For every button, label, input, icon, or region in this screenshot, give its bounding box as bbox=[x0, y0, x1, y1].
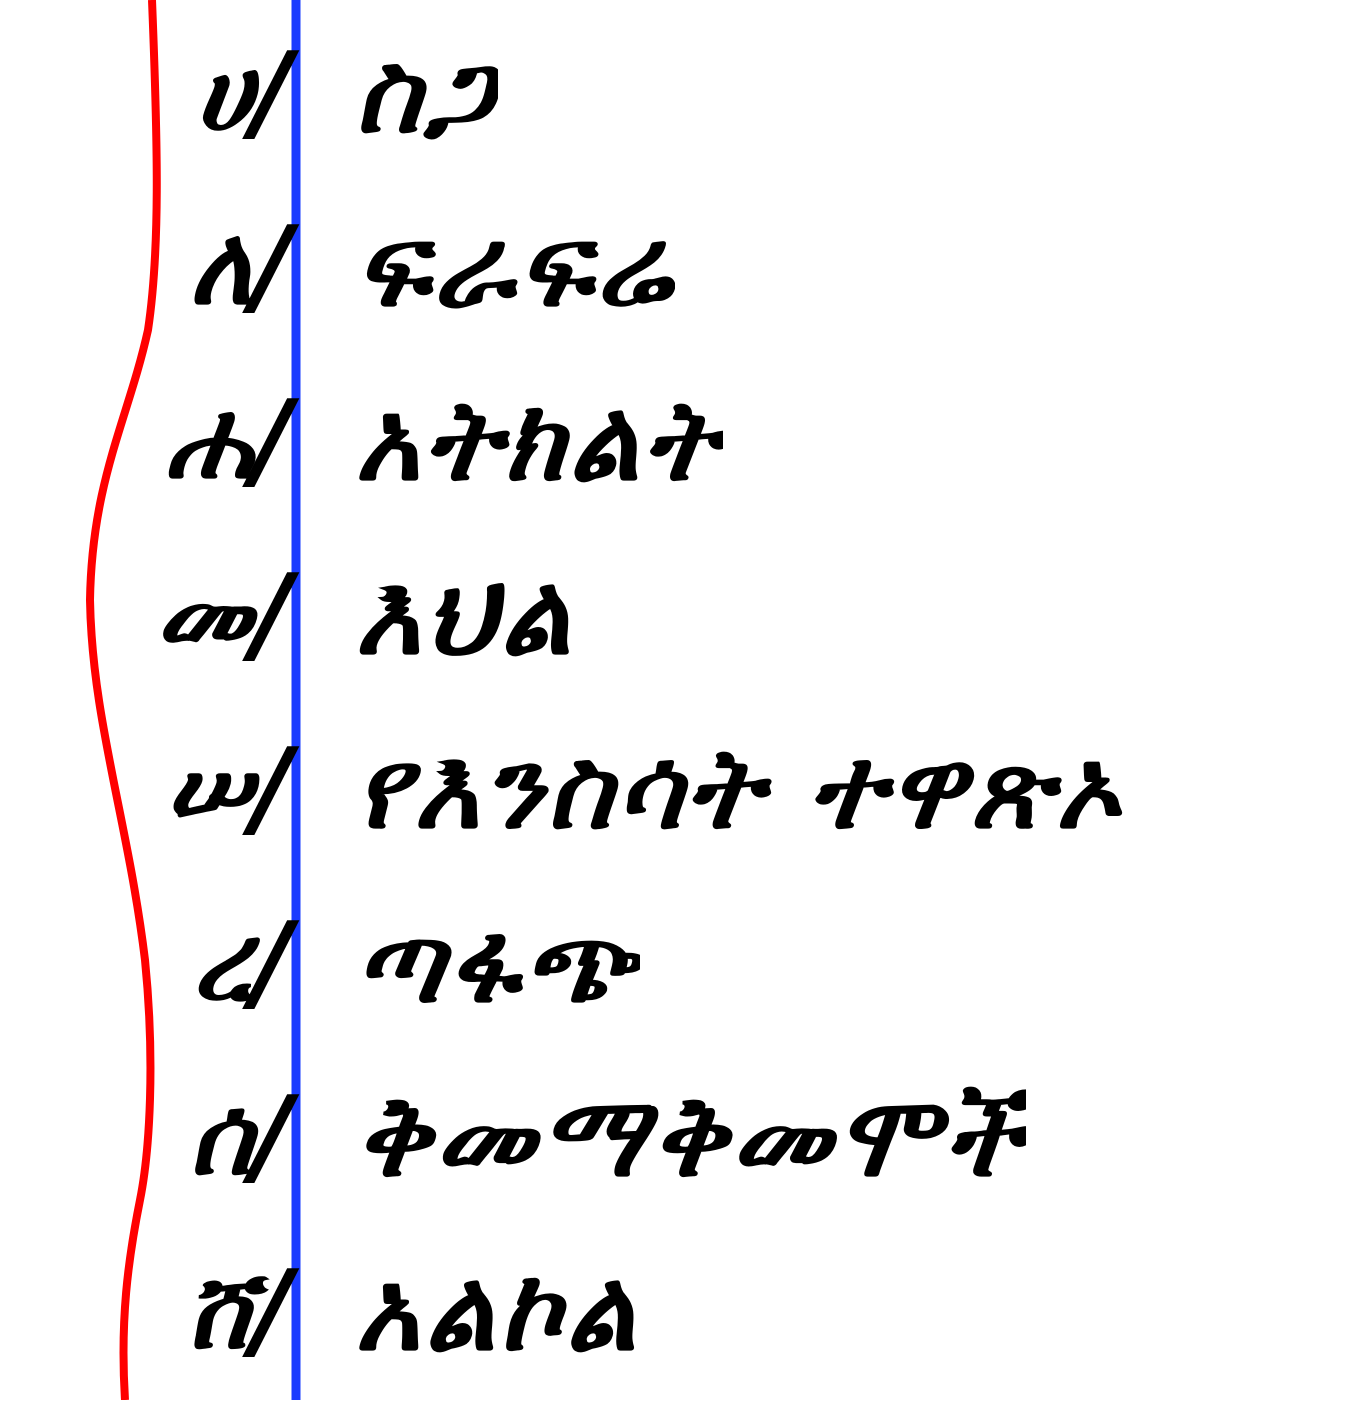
item-marker: ለ/ bbox=[189, 204, 292, 329]
item-word: ስጋ bbox=[355, 28, 498, 158]
item-word: ፍራፍሬ bbox=[355, 202, 676, 332]
list-item bbox=[0, 1228, 1350, 1404]
item-marker: ረ/ bbox=[192, 900, 292, 1025]
item-marker: ሀ/ bbox=[196, 30, 292, 155]
list-item bbox=[0, 358, 1350, 534]
list-item bbox=[0, 184, 1350, 360]
list-item bbox=[0, 10, 1350, 186]
item-word: አልኮል bbox=[355, 1246, 641, 1376]
item-marker: ሐ/ bbox=[165, 378, 292, 503]
list-item bbox=[0, 706, 1350, 882]
list-item bbox=[0, 1054, 1350, 1230]
item-word: ቅመማቅመሞች bbox=[355, 1072, 1026, 1202]
item-word: የእንስሳት ተዋጽኦ bbox=[355, 724, 1126, 854]
list-item bbox=[0, 532, 1350, 708]
item-word: ጣፋጭ bbox=[355, 898, 640, 1028]
item-marker: መ/ bbox=[154, 552, 292, 677]
item-word: አትክልት bbox=[355, 376, 724, 506]
item-marker: ሰ/ bbox=[189, 1074, 292, 1199]
item-word: እህል bbox=[355, 550, 576, 680]
list-item bbox=[0, 880, 1350, 1056]
item-marker: ሸ/ bbox=[185, 1248, 292, 1373]
item-marker: ሠ/ bbox=[164, 726, 292, 851]
